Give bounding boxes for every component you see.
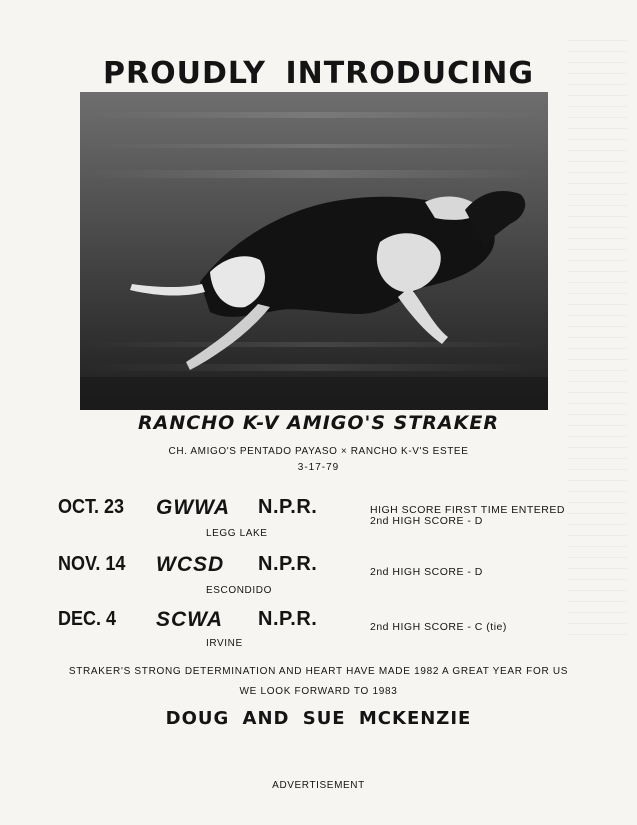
result-location: LEGG LAKE: [206, 528, 268, 539]
result-club: SCWA: [156, 608, 223, 631]
result-location: ESCONDIDO: [206, 585, 272, 596]
result-note: 2nd HIGH SCORE - D: [370, 566, 483, 578]
result-note-2: 2nd HIGH SCORE - D: [370, 515, 483, 527]
result-title: N.P.R.: [258, 553, 318, 575]
closing-statement-2: WE LOOK FORWARD TO 1983: [239, 686, 398, 697]
result-note: 2nd HIGH SCORE - C (tie): [370, 621, 507, 633]
running-dog-photo: [80, 92, 548, 410]
bleed-through-texture: [567, 40, 627, 640]
result-title: N.P.R.: [258, 608, 318, 630]
result-club: GWWA: [156, 496, 230, 519]
result-date: DEC. 4: [58, 608, 117, 630]
result-location: IRVINE: [206, 638, 243, 649]
date-of-birth: 3-17-79: [297, 462, 340, 473]
pedigree: CH. AMIGO'S PENTADO PAYASO × RANCHO K-V'S ESTEE: [168, 446, 469, 457]
result-note: HIGH SCORE FIRST TIME ENTERED: [370, 504, 565, 516]
result-club: WCSD: [156, 553, 225, 576]
closing-statement: STRAKER'S STRONG DETERMINATION AND HEART HAVE MADE 1982 A GREAT YEAR FOR US: [68, 666, 569, 677]
headline: PROUDLY INTRODUCING: [103, 56, 534, 91]
dog-name: RANCHO K-V AMIGO'S STRAKER: [138, 412, 499, 434]
result-date: NOV. 14: [58, 553, 126, 575]
result-date: OCT. 23: [58, 496, 125, 518]
owners-signature: DOUG AND SUE MCKENZIE: [165, 708, 472, 729]
result-title: N.P.R.: [258, 496, 318, 518]
advertisement-label: ADVERTISEMENT: [272, 780, 365, 791]
